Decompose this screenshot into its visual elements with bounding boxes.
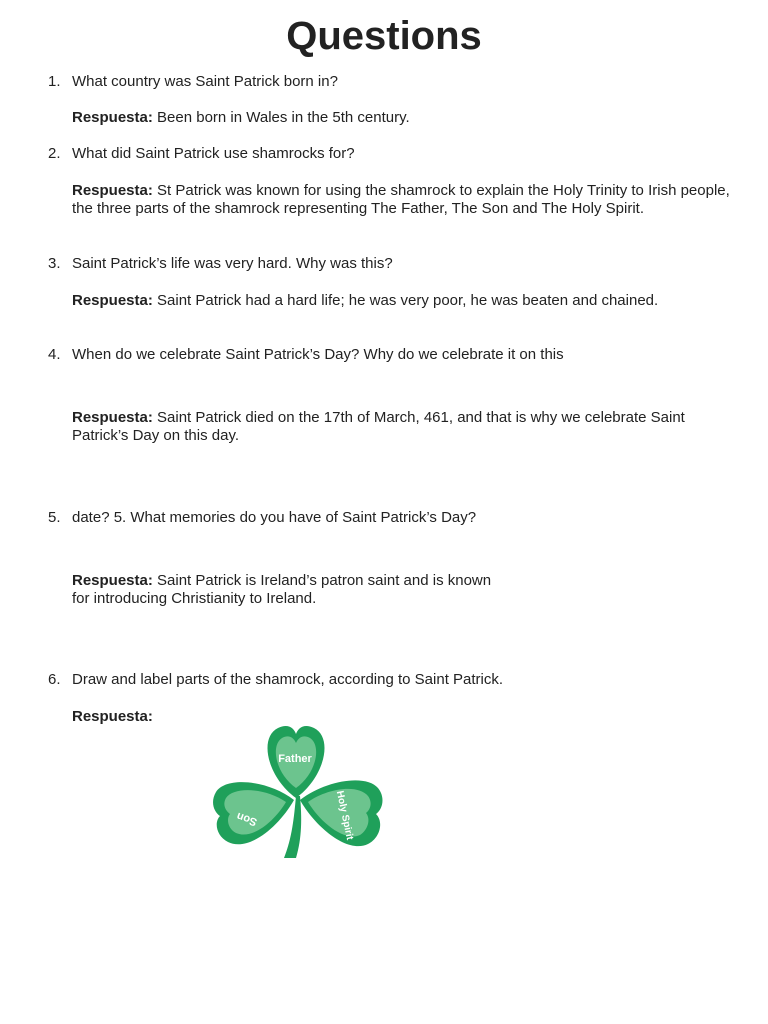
question-text: What country was Saint Patrick born in? bbox=[72, 73, 338, 90]
answer-1 bbox=[72, 109, 736, 127]
question-number: 6. bbox=[48, 671, 61, 688]
question-number: 3. bbox=[48, 255, 61, 272]
question-4 bbox=[48, 346, 736, 364]
answer-text: Saint Patrick died on the 17th of March, 461, and that is why we celebrate Saint Patrick’s Day on this day. bbox=[72, 409, 685, 444]
question-text: When do we celebrate Saint Patrick’s Day? Why do we celebrate it on this bbox=[72, 346, 564, 363]
answer-4 bbox=[72, 409, 736, 445]
question-text: Draw and label parts of the shamrock, according to Saint Patrick. bbox=[72, 671, 504, 688]
question-3 bbox=[48, 255, 736, 273]
question-2 bbox=[48, 145, 736, 163]
answer-text: Saint Patrick is Ireland’s patron saint and is known for introducing Christianity to Ireland. bbox=[72, 572, 492, 607]
answer-6 bbox=[72, 708, 736, 726]
question-text: Saint Patrick’s life was very hard. Why was this? bbox=[72, 255, 393, 272]
question-text: What did Saint Patrick use shamrocks for? bbox=[72, 145, 355, 162]
answer-3 bbox=[72, 292, 736, 310]
answer-label: Respuesta: bbox=[72, 708, 153, 725]
shamrock-label-son: Son bbox=[235, 809, 259, 829]
answer-text: Saint Patrick had a hard life; he was very poor, he was beaten and chained. bbox=[152, 292, 659, 309]
answer-label: Respuesta: bbox=[72, 109, 153, 126]
answer-label: Respuesta: bbox=[72, 292, 153, 309]
shamrock-label-holy-spirit: Holy Spirit bbox=[333, 789, 356, 842]
shamrock-label-father: Father bbox=[278, 753, 312, 765]
answer-5 bbox=[72, 572, 736, 608]
shamrock-illustration bbox=[208, 718, 388, 862]
answer-label: Respuesta: bbox=[72, 409, 153, 426]
answer-2 bbox=[72, 182, 736, 218]
question-number: 4. bbox=[48, 346, 61, 363]
answer-label: Respuesta: bbox=[72, 572, 153, 589]
answer-text: Been born in Wales in the 5th century. bbox=[152, 109, 410, 126]
question-1 bbox=[48, 73, 736, 91]
question-number: 5. bbox=[48, 509, 61, 526]
answer-text: St Patrick was known for using the shamrock to explain the Holy Trinity to Irish people, the three parts of the shamrock representing The Father, The Son and The Holy Spirit. bbox=[72, 182, 730, 217]
question-5 bbox=[48, 509, 736, 527]
answer-label: Respuesta: bbox=[72, 182, 153, 199]
page-title: Questions bbox=[286, 14, 482, 58]
question-6 bbox=[48, 671, 736, 689]
question-text: date? 5. What memories do you have of Saint Patrick’s Day? bbox=[72, 509, 477, 526]
question-number: 2. bbox=[48, 145, 61, 162]
question-number: 1. bbox=[48, 73, 61, 90]
